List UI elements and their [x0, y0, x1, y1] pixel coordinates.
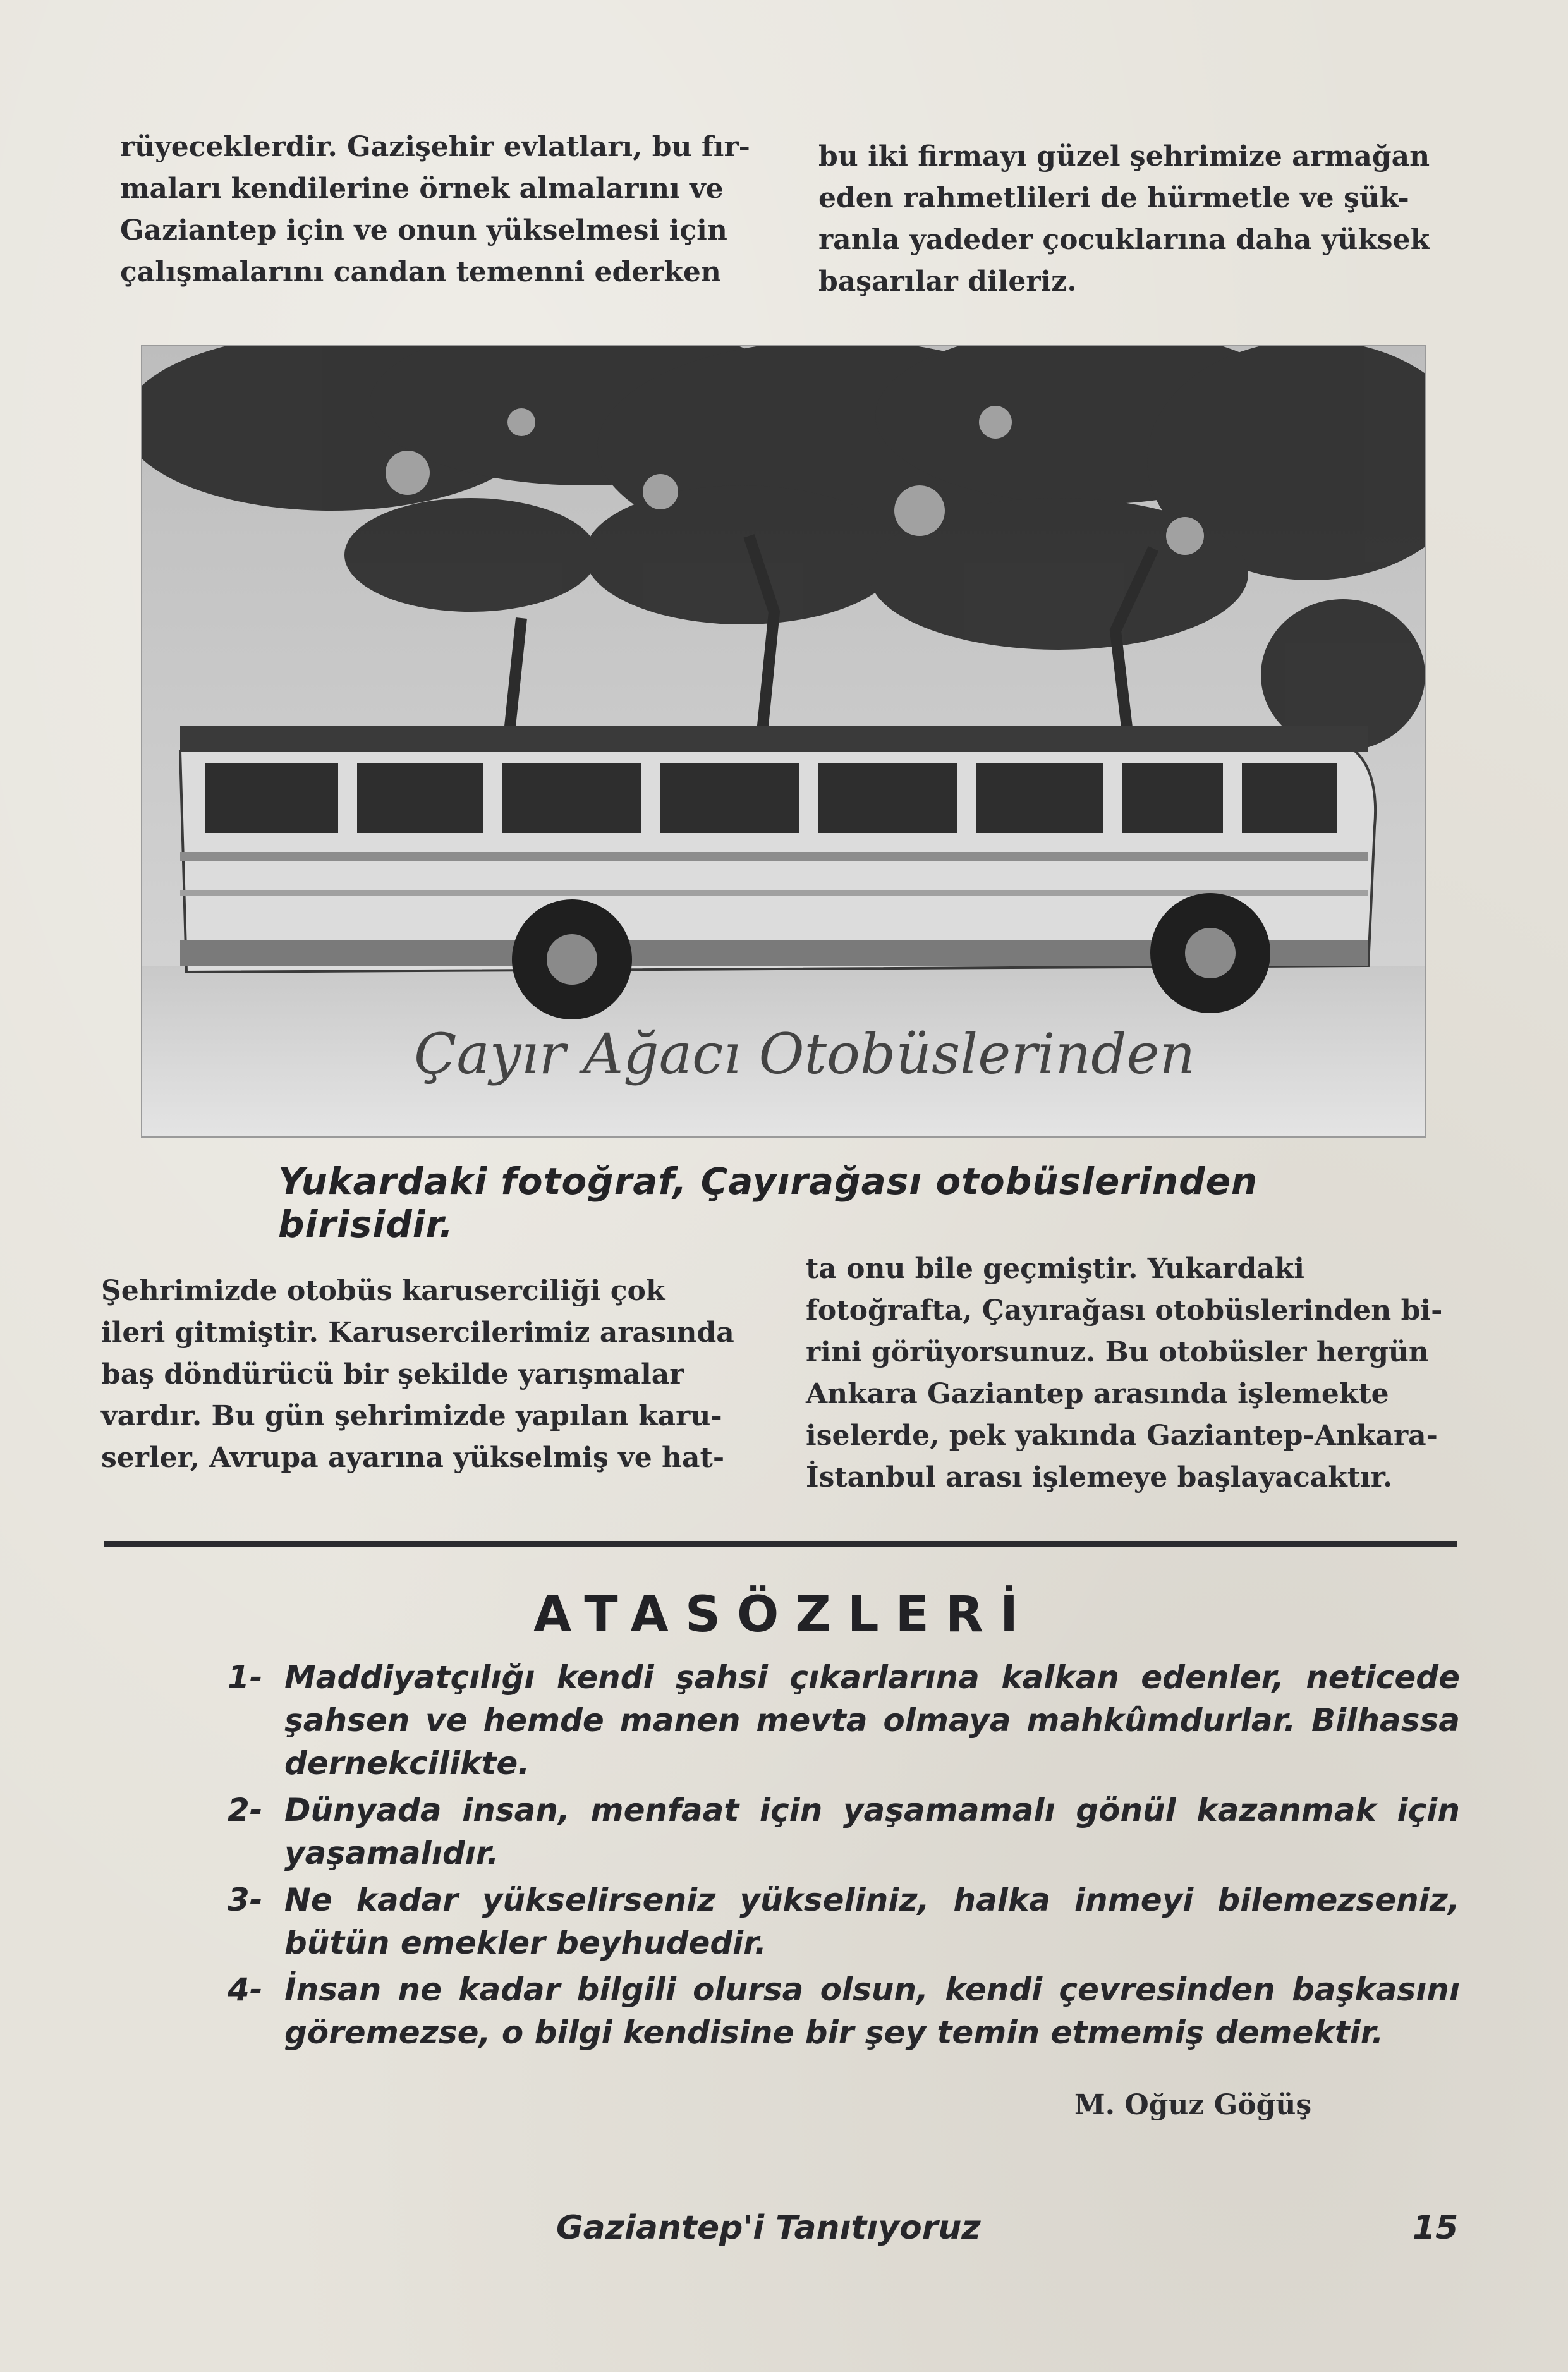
top-right-paragraph: bu iki firmayı güzel şehrimize armağan eden rahmetlileri de hürmetle ve şük- ranla yadeder çocuklarına daha yüksek başarılar dileriz.	[818, 140, 1430, 298]
proverb-number: 1-	[228, 1659, 263, 1696]
proverb-text: İnsan ne kadar bilgili olursa olsun, kendi çevresinden başkasını göremezse, o bilgi kendisine bir şey temin etmemiş demektir.	[284, 1971, 1460, 2051]
proverb-number: 4-	[228, 1971, 263, 2008]
proverb-number: 3-	[228, 1882, 263, 1918]
proverb-item	[228, 1968, 1460, 2054]
author-name: M. Oğuz Göğüş	[1074, 2089, 1312, 2121]
middle-right-paragraph: ta onu bile geçmiştir. Yukardaki fotoğrafta, Çayırağası otobüslerinden bi- rini görüyorsunuz. Bu otobüsler hergün Ankara Gaziantep arasında işlemekte iselerde, pek yakında Gaziantep-Ankara- İstanbul arası işlemeye başlayacaktır.	[806, 1253, 1443, 1493]
footer-title: Gaziantep'i Tanıtıyoruz	[556, 2209, 981, 2247]
middle-left-paragraph: Şehrimizde otobüs karuserciliği çok ileri gitmiştir. Karusercilerimiz arasında baş döndürücü bir şekilde yarışmalar vardır. Bu gün şehrimizde yapılan karu- serler, Avrupa ayarına yükselmiş ve hat-	[101, 1275, 734, 1474]
proverb-text: Dünyada insan, menfaat için yaşamamalı gönül kazanmak için yaşamalıdır.	[284, 1792, 1460, 1871]
page-number: 15	[1413, 2209, 1459, 2247]
proverbs-list	[228, 1656, 1460, 2058]
middle-left-column	[101, 1270, 765, 1479]
top-left-column	[120, 126, 777, 293]
photo-caption: Yukardaki fotoğraf, Çayırağası otobüslerinden birisidir.	[278, 1160, 1258, 1246]
bus-photo	[142, 346, 1425, 1136]
proverb-text: Ne kadar yükselirseniz yükseliniz, halka inmeyi bilemezseniz, bütün emekler beyhudedir.	[284, 1882, 1460, 1961]
top-left-paragraph: rüyeceklerdir. Gazişehir evlatları, bu fır- maları kendilerine örnek almalarını ve Gaziantep için ve onun yükselmesi için çalışmalarını candan temenni ederken	[120, 131, 750, 288]
middle-right-column	[806, 1248, 1466, 1499]
bus-photo-drawing	[142, 346, 1425, 1136]
photo-handwriting: Çayır Ağacı Otobüslerinden	[414, 1021, 1196, 1086]
top-right-column	[818, 136, 1476, 303]
proverb-item	[228, 1878, 1460, 1964]
section-divider	[104, 1541, 1457, 1547]
proverb-number: 2-	[228, 1792, 263, 1828]
proverb-item	[228, 1656, 1460, 1785]
section-title: ATASÖZLERİ	[533, 1586, 1035, 1643]
proverb-item	[228, 1789, 1460, 1875]
proverb-text: Maddiyatçılığı kendi şahsi çıkarlarına kalkan edenler, neticede şahsen ve hemde manen mevta olmaya mahkûmdurlar. Bilhassa dernekcilikte.	[284, 1659, 1460, 1782]
